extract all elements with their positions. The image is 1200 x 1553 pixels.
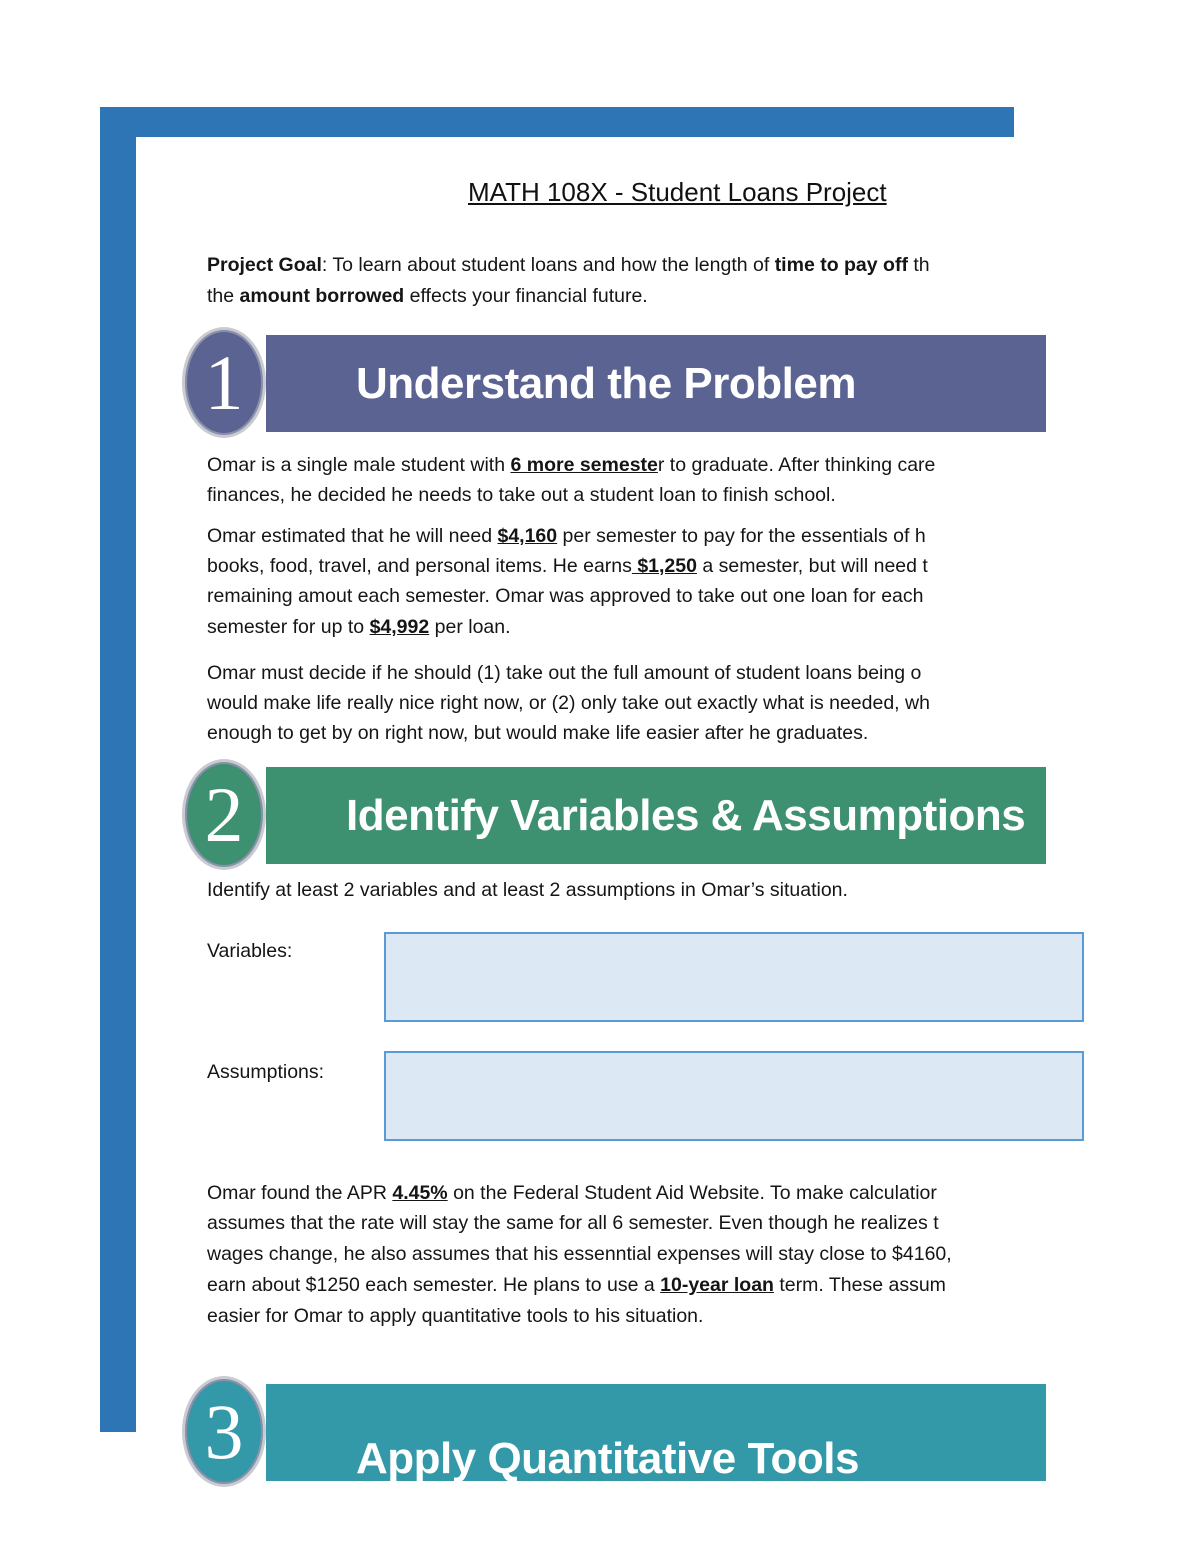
s1-paragraph-2-line-1: Omar estimated that he will need $4,160 per semester to pay for the essentials of h bbox=[207, 525, 926, 547]
s1-paragraph-1-line-1: Omar is a single male student with 6 more semester to graduate. After thinking care bbox=[207, 454, 936, 476]
section-2-number-badge: 2 bbox=[182, 759, 266, 870]
s2-paragraph-line-4: earn about $1250 each semester. He plans to use a 10-year loan term. These assum bbox=[207, 1274, 946, 1296]
section-1-bar bbox=[266, 335, 1046, 432]
document-page bbox=[136, 137, 1036, 1483]
page-border-frame bbox=[100, 107, 1026, 1483]
assumptions-label: Assumptions: bbox=[207, 1061, 325, 1083]
project-goal-line-2: the amount borrowed effects your financial future. bbox=[207, 285, 648, 307]
section-3-banner bbox=[206, 1384, 1046, 1481]
variables-label: Variables: bbox=[207, 940, 293, 962]
s2-paragraph-line-1: Omar found the APR 4.45% on the Federal Student Aid Website. To make calculatior bbox=[207, 1182, 937, 1204]
s2-paragraph-line-3: wages change, he also assumes that his essenntial expenses will stay close to $4160, bbox=[207, 1243, 952, 1265]
s1-paragraph-2-line-3: remaining amout each semester. Omar was approved to take out one loan for each bbox=[207, 585, 924, 607]
s1-paragraph-3-line-3: enough to get by on right now, but would make life easier after he graduates. bbox=[207, 722, 869, 744]
section-2-bar bbox=[266, 767, 1046, 864]
s1-paragraph-2-line-4: semester for up to $4,992 per loan. bbox=[207, 616, 511, 638]
s1-paragraph-2-line-2: books, food, travel, and personal items. He earns $1,250 a semester, but will need t bbox=[207, 555, 928, 577]
s1-paragraph-1-line-2: finances, he decided he needs to take out a student loan to finish school. bbox=[207, 484, 836, 506]
project-goal-line-1: Project Goal: To learn about student loans and how the length of time to pay off th bbox=[207, 254, 930, 276]
section-1-number-badge: 1 bbox=[182, 327, 266, 438]
assumptions-input-box[interactable] bbox=[384, 1051, 1084, 1141]
page-title: MATH 108X - Student Loans Project bbox=[468, 177, 887, 207]
section-3-number-badge: 3 bbox=[182, 1376, 266, 1487]
s2-paragraph-line-5: easier for Omar to apply quantitative tools to his situation. bbox=[207, 1305, 704, 1327]
section-1-heading: Understand the Problem bbox=[356, 358, 856, 408]
section-3-heading: Apply Quantitative Tools bbox=[356, 1434, 860, 1483]
s1-paragraph-3-line-1: Omar must decide if he should (1) take out the full amount of student loans being o bbox=[207, 662, 922, 684]
section-3-bar bbox=[266, 1384, 1046, 1481]
s2-instruction: Identify at least 2 variables and at least 2 assumptions in Omar’s situation. bbox=[207, 879, 848, 901]
section-1-banner bbox=[206, 335, 1046, 432]
section-2-banner bbox=[206, 767, 1046, 864]
section-2-heading: Identify Variables & Assumptions bbox=[346, 790, 1026, 840]
s2-paragraph-line-2: assumes that the rate will stay the same for all 6 semester. Even though he realizes t bbox=[207, 1212, 939, 1234]
project-goal-label: Project Goal bbox=[207, 254, 322, 276]
s1-paragraph-3-line-2: would make life really nice right now, or (2) only take out exactly what is needed, wh bbox=[207, 692, 930, 714]
variables-input-box[interactable] bbox=[384, 932, 1084, 1022]
